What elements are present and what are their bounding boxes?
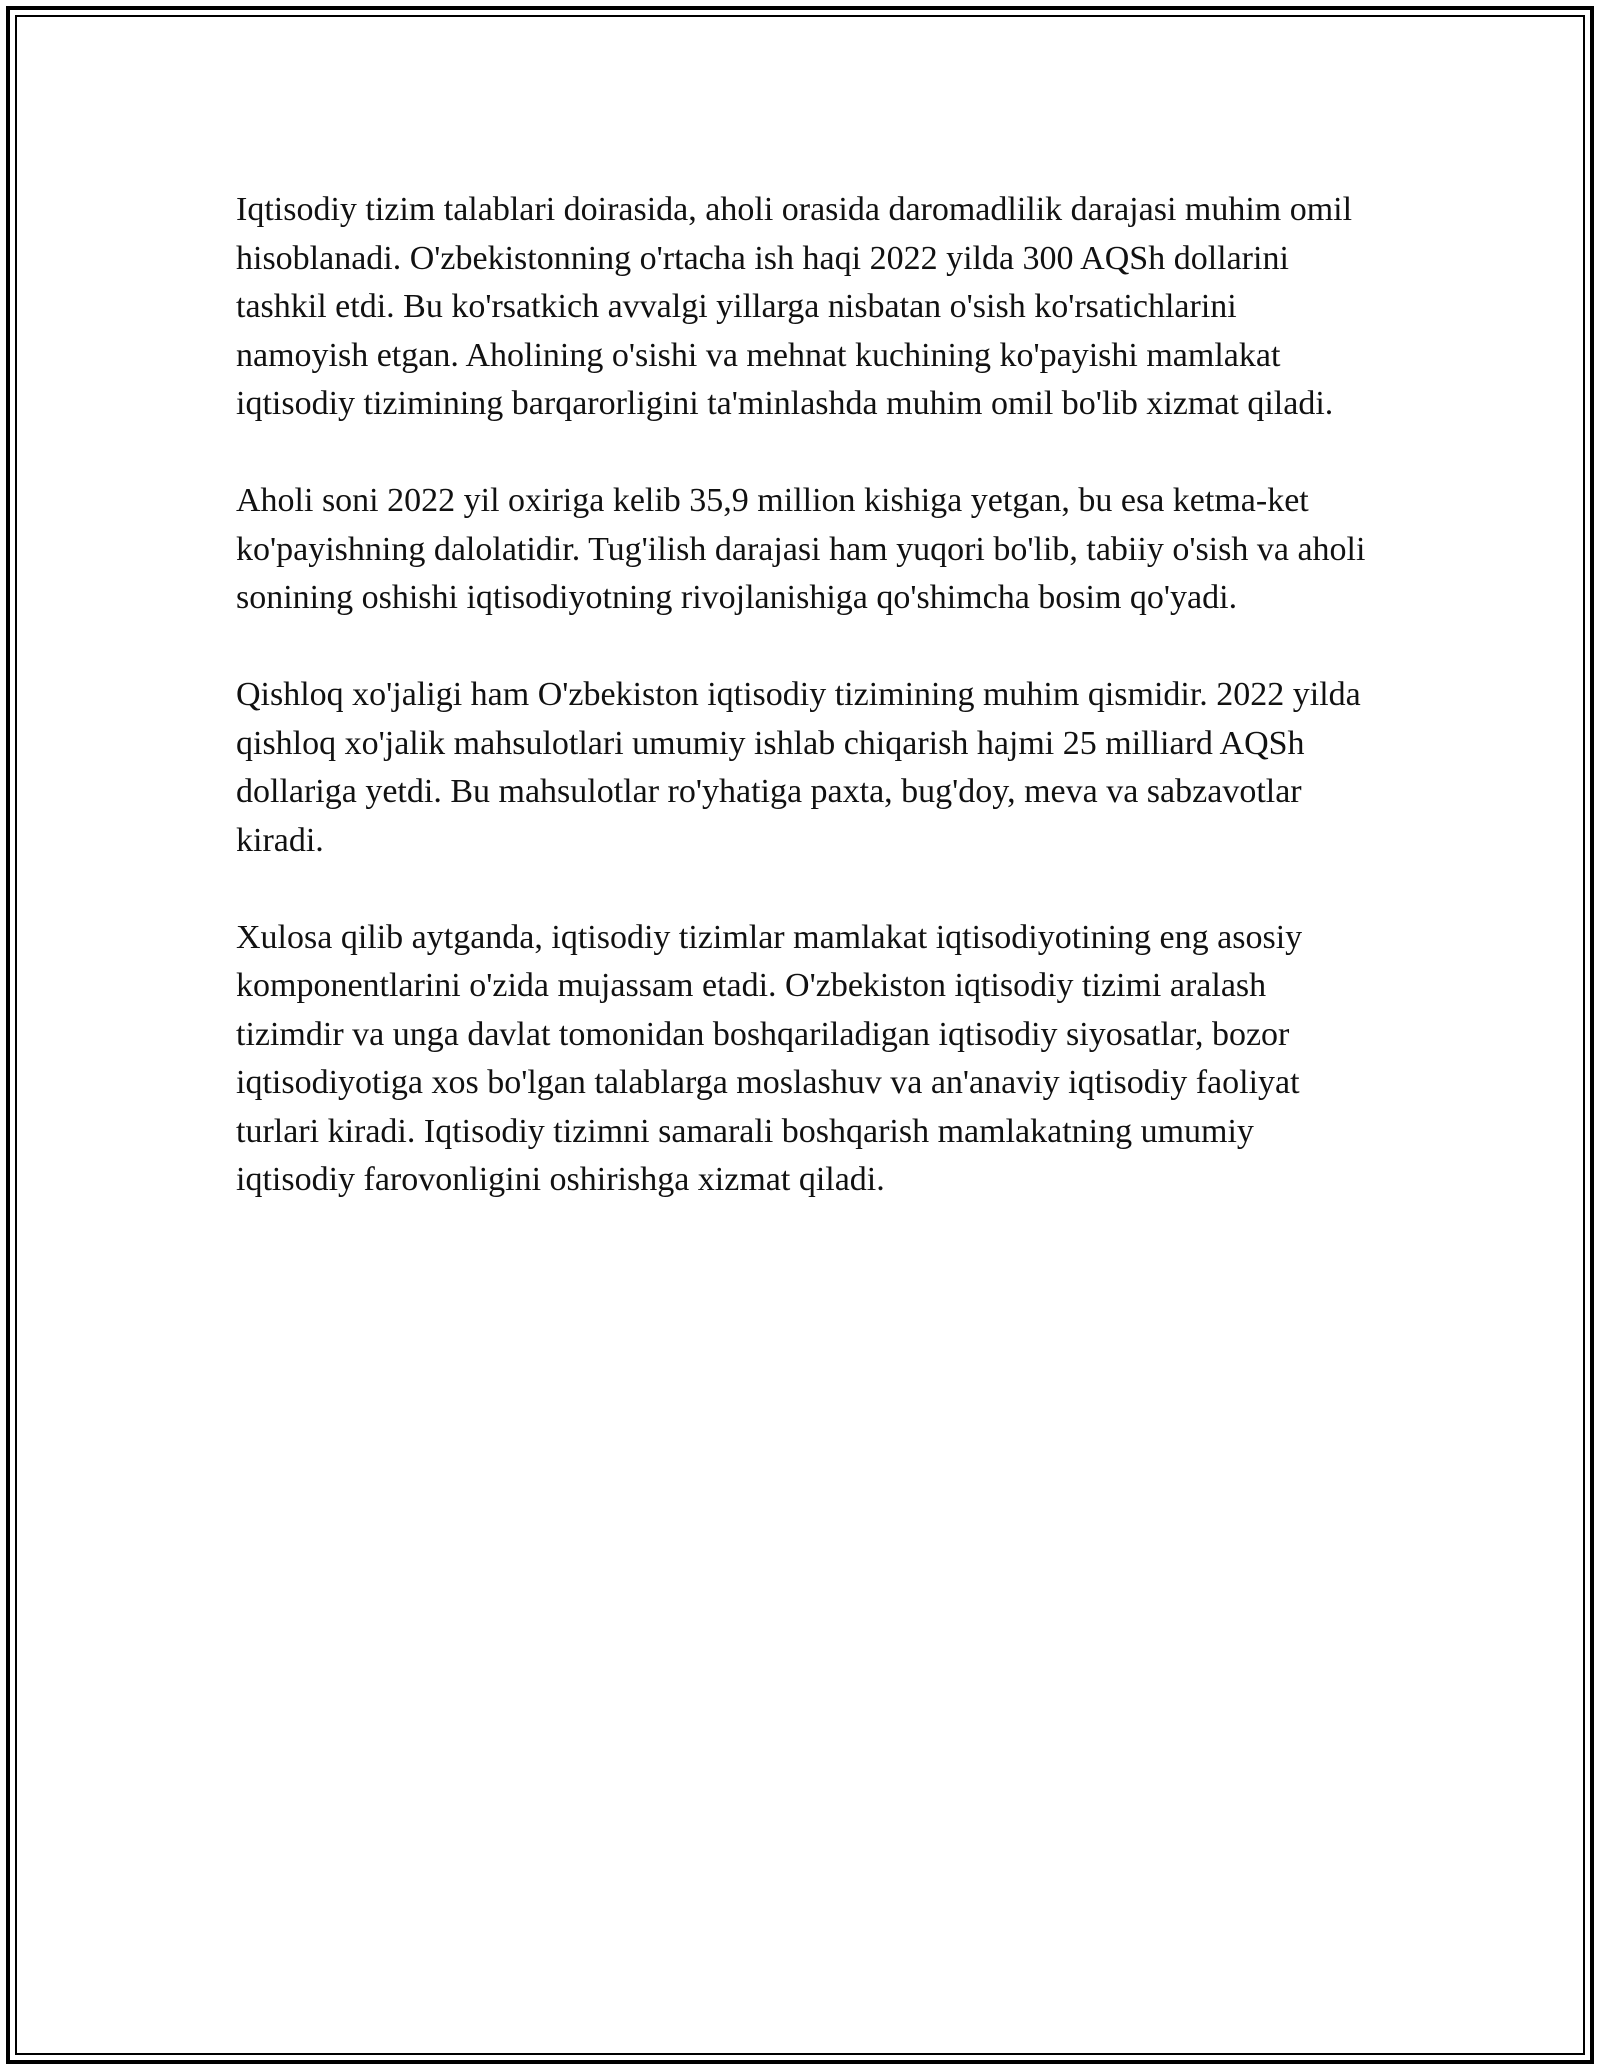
paragraph-income: Iqtisodiy tizim talablari doirasida, aholi orasida daromadlilik darajasi muhim omil hisoblanadi. O'zbekistonning o'rtacha ish haqi 2022 yilda 300 AQSh dollarini tashkil etdi. Bu ko'rsatkich avvalgi yillarga nisbatan o'sish ko'rsatichlarini namoyish etgan. Aholining o'sishi va mehnat kuchining ko'payishi mamlakat iqtisodiy tizimining barqarorligini ta'minlashda muhim omil bo'lib xizmat qiladi. — [236, 191, 1353, 422]
document-body — [236, 186, 1376, 1253]
paragraph-population: Aholi soni 2022 yil oxiriga kelib 35,9 million kishiga yetgan, bu esa ketma-ket ko'payishning dalolatidir. Tug'ilish darajasi ham yuqori bo'lib, tabiiy o'sish va aholi sonining oshishi iqtisodiyotning rivojlanishiga qo'shimcha bosim qo'yadi. — [236, 482, 1366, 616]
paragraph-agriculture: Qishloq xo'jaligi ham O'zbekiston iqtisodiy tizimining muhim qismidir. 2022 yilda qishloq xo'jalik mahsulotlari umumiy ishlab chiqarish hajmi 25 milliard AQSh dollariga yetdi. Bu mahsulotlar ro'yhatiga paxta, bug'doy, meva va sabzavotlar kiradi. — [236, 676, 1361, 859]
paragraph-conclusion: Xulosa qilib aytganda, iqtisodiy tizimlar mamlakat iqtisodiyotining eng asosiy komponentlarini o'zida mujassam etadi. O'zbekiston iqtisodiy tizimi aralash tizimdir va unga davlat tomonidan boshqariladigan iqtisodiy siyosatlar, bozor iqtisodiyotiga xos bo'lgan talablarga moslashuv va an'anaviy iqtisodiy faoliyat turlari kiradi. Iqtisodiy tizimni samarali boshqarish mamlakatning umumiy iqtisodiy farovonligini oshirishga xizmat qiladi. — [236, 918, 1303, 1198]
